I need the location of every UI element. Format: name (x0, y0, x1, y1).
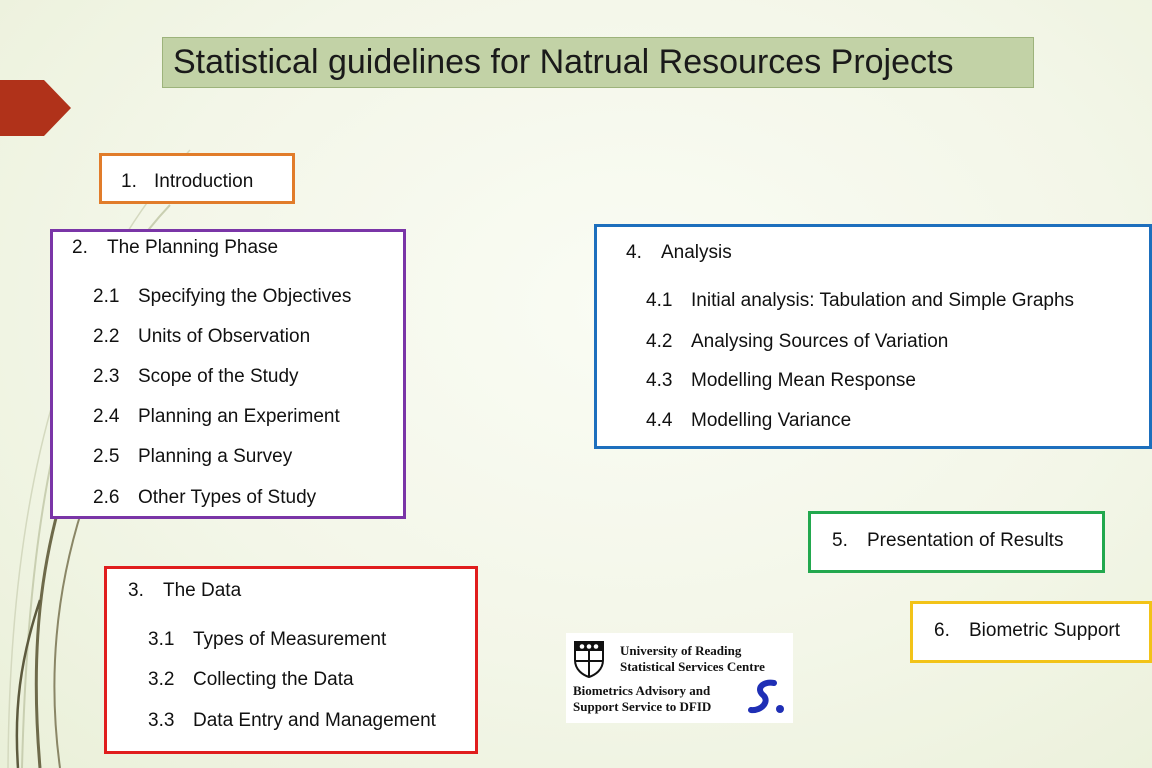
list-item (646, 410, 851, 432)
item-label: Specifying the Objectives (138, 286, 352, 307)
section-biometric-heading (934, 620, 1120, 642)
section-number: 3. (128, 580, 144, 601)
section-introduction-heading (121, 171, 253, 193)
section-label: Biometric Support (969, 620, 1121, 641)
arrow-tab-icon (0, 80, 72, 136)
list-item (93, 446, 292, 468)
item-number: 4.3 (646, 370, 673, 391)
list-item (646, 331, 948, 353)
section-planning-phase (50, 229, 406, 519)
item-number: 4.2 (646, 331, 673, 352)
item-label: Analysing Sources of Variation (691, 331, 949, 352)
page-title: Statistical guidelines for Natrual Resources Projects (162, 37, 1034, 88)
list-item (93, 366, 299, 388)
list-item (93, 286, 351, 308)
item-number: 2.2 (93, 326, 120, 347)
list-item (93, 406, 340, 428)
item-number: 2.1 (93, 286, 120, 307)
list-item (148, 629, 386, 651)
section-label: The Planning Phase (107, 237, 279, 258)
item-number: 2.4 (93, 406, 120, 427)
section-presentation-heading (832, 530, 1063, 552)
item-number: 4.1 (646, 290, 673, 311)
ssc-logo-icon (748, 679, 786, 715)
item-number: 2.3 (93, 366, 120, 387)
item-label: Scope of the Study (138, 366, 299, 387)
logo-university-name: University of Reading (620, 643, 742, 658)
section-analysis-heading (626, 242, 732, 264)
list-item (148, 669, 354, 691)
item-label: Initial analysis: Tabulation and Simple Graphs (691, 290, 1075, 311)
list-item (93, 487, 316, 509)
item-number: 2.5 (93, 446, 120, 467)
item-number: 3.3 (148, 710, 175, 731)
section-number: 4. (626, 242, 642, 263)
logo-service-line-2: Support Service to DFID (573, 699, 712, 714)
item-number: 2.6 (93, 487, 120, 508)
crest-icon (573, 640, 605, 678)
section-number: 2. (72, 237, 88, 258)
item-label: Other Types of Study (138, 487, 317, 508)
item-label: Planning a Survey (138, 446, 293, 467)
section-label: Presentation of Results (867, 530, 1064, 551)
section-analysis (594, 224, 1152, 449)
university-logo (566, 633, 793, 723)
section-label: Introduction (154, 171, 254, 192)
list-item (148, 710, 436, 732)
item-number: 4.4 (646, 410, 673, 431)
item-label: Planning an Experiment (138, 406, 340, 427)
section-label: The Data (163, 580, 242, 601)
item-label: Types of Measurement (193, 629, 387, 650)
section-number: 1. (121, 171, 137, 192)
item-label: Collecting the Data (193, 669, 354, 690)
item-number: 3.2 (148, 669, 175, 690)
item-label: Units of Observation (138, 326, 311, 347)
item-label: Data Entry and Management (193, 710, 436, 731)
section-planning-heading (72, 237, 278, 259)
section-biometric-support (910, 601, 1152, 663)
list-item (646, 370, 916, 392)
section-label: Analysis (661, 242, 732, 263)
section-the-data (104, 566, 478, 754)
item-label: Modelling Mean Response (691, 370, 916, 391)
logo-centre-name: Statistical Services Centre (620, 659, 765, 674)
item-label: Modelling Variance (691, 410, 852, 431)
section-introduction (99, 153, 295, 204)
section-number: 5. (832, 530, 848, 551)
logo-service-line-1: Biometrics Advisory and (573, 683, 711, 698)
section-presentation-of-results (808, 511, 1105, 573)
section-data-heading (128, 580, 241, 602)
list-item (93, 326, 310, 348)
item-number: 3.1 (148, 629, 175, 650)
list-item (646, 290, 1074, 312)
section-number: 6. (934, 620, 950, 641)
